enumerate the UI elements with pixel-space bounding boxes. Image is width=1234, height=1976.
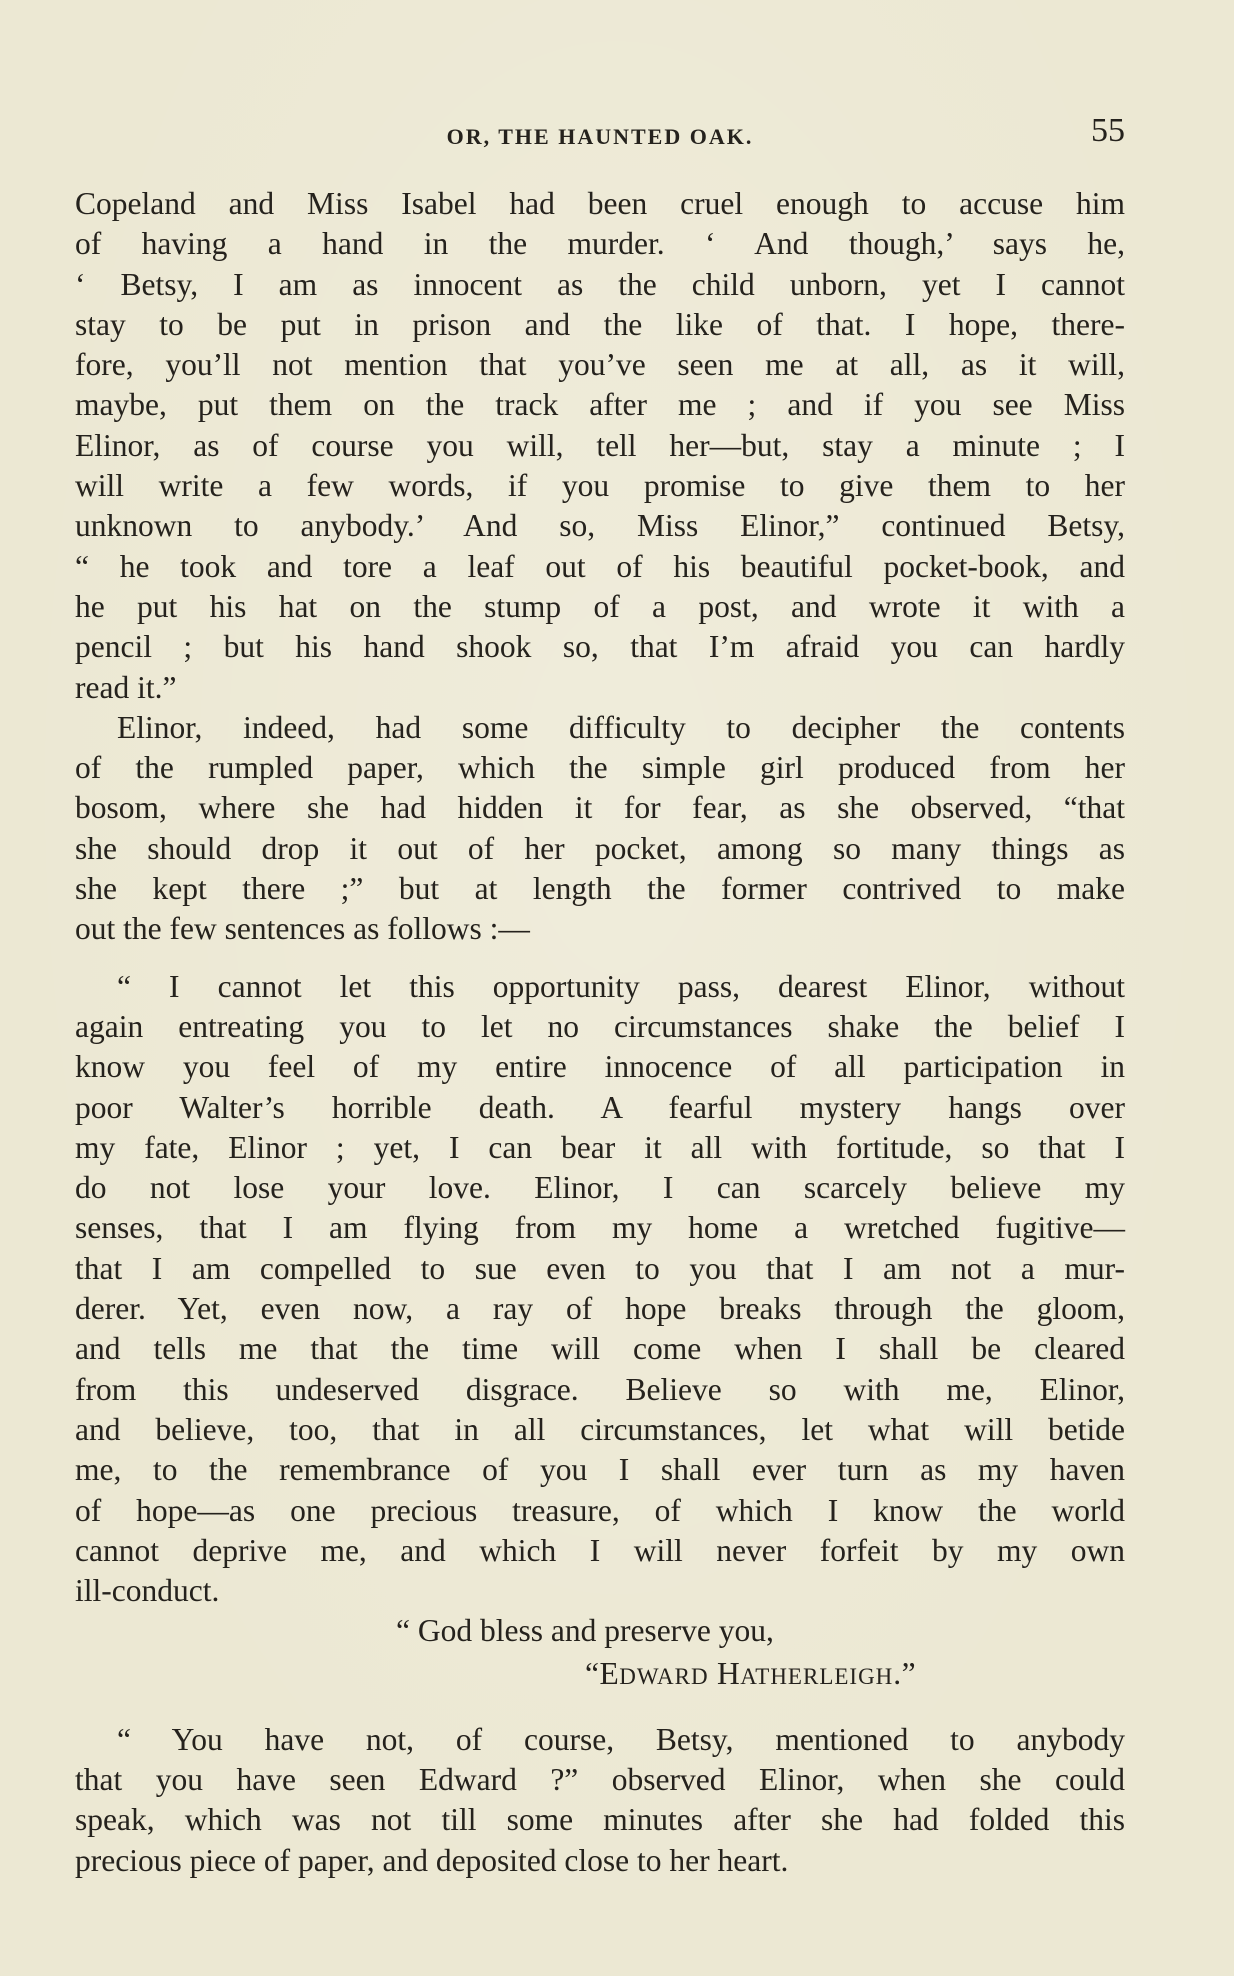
text-line: Copeland and Miss Isabel had been cruel enough to accuse him bbox=[75, 186, 1125, 221]
running-head: OR, THE HAUNTED OAK. bbox=[446, 124, 754, 149]
text-line: read it.” bbox=[75, 669, 177, 705]
text-line: fore, you’ll not mention that you’ve seen me at all, as it will, bbox=[75, 347, 1125, 383]
text-line: “ he took and tore a leaf out of his beautiful pocket-book, and bbox=[75, 548, 1125, 584]
text-line: ‘ Betsy, I am as innocent as the child unborn, yet I cannot bbox=[75, 266, 1125, 302]
letter-line: derer. Yet, even now, a ray of hope breaks through the gloom, bbox=[75, 1291, 1125, 1327]
page-number: 55 bbox=[1091, 112, 1125, 149]
text-line: speak, which was not till some minutes after she had folded this bbox=[75, 1802, 1125, 1838]
letter-line: “ I cannot let this opportunity pass, dearest Elinor, without bbox=[117, 968, 1125, 1004]
letter-line: that I am compelled to sue even to you that I am not a mur- bbox=[75, 1250, 1125, 1286]
text-line: Elinor, indeed, had some difficulty to decipher the contents bbox=[117, 709, 1125, 745]
text-line: of the rumpled paper, which the simple girl produced from her bbox=[75, 750, 1125, 786]
text-line: out the few sentences as follows :— bbox=[75, 911, 530, 947]
letter-line: poor Walter’s horrible death. A fearful mystery hangs over bbox=[75, 1089, 1125, 1125]
text-line: that you have seen Edward ?” observed Elinor, when she could bbox=[75, 1761, 1125, 1797]
letter-line: do not lose your love. Elinor, I can scarcely believe my bbox=[75, 1170, 1125, 1206]
letter-closing: “ God bless and preserve you, bbox=[396, 1613, 774, 1649]
text-line: bosom, where she had hidden it for fear, as she observed, “that bbox=[75, 790, 1125, 826]
text-line: Elinor, as of course you will, tell her—but, stay a minute ; I bbox=[75, 427, 1125, 463]
signature-first-rest: DWARD bbox=[619, 1663, 709, 1689]
text-line: stay to be put in prison and the like of that. I hope, there- bbox=[75, 306, 1125, 342]
letter-line: from this undeserved disgrace. Believe so with me, Elinor, bbox=[75, 1371, 1125, 1407]
text-line: he put his hat on the stump of a post, and wrote it with a bbox=[75, 588, 1125, 624]
letter-line: me, to the remembrance of you I shall ever turn as my haven bbox=[75, 1452, 1125, 1488]
text-line: pencil ; but his hand shook so, that I’m afraid you can hardly bbox=[75, 629, 1125, 665]
text-line: “ You have not, of course, Betsy, mentioned to anybody bbox=[117, 1721, 1125, 1757]
signature-quote: “ bbox=[585, 1655, 600, 1691]
letter-line: know you feel of my entire innocence of all participation in bbox=[75, 1049, 1125, 1085]
text-line: unknown to anybody.’ And so, Miss Elinor,” continued Betsy, bbox=[75, 508, 1125, 544]
letter-line: of hope—as one precious treasure, of which I know the world bbox=[75, 1492, 1125, 1528]
letter-line: ill-conduct. bbox=[75, 1573, 220, 1609]
signature-first-initial: E bbox=[599, 1655, 620, 1691]
signature-last-initial: H bbox=[716, 1655, 741, 1691]
letter-signature bbox=[75, 1652, 1125, 1696]
text-line: maybe, put them on the track after me ; and if you see Miss bbox=[75, 387, 1125, 423]
text-line: precious piece of paper, and deposited close to her heart. bbox=[75, 1842, 789, 1878]
body-text bbox=[75, 184, 1125, 1881]
text-line: she should drop it out of her pocket, among so many things as bbox=[75, 830, 1125, 866]
text-line: of having a hand in the murder. ‘ And though,’ says he, bbox=[75, 226, 1125, 262]
signature-end: .” bbox=[893, 1655, 917, 1691]
letter-line: again entreating you to let no circumstances shake the belief I bbox=[75, 1008, 1125, 1044]
letter-line: and tells me that the time will come when I shall be cleared bbox=[75, 1331, 1125, 1367]
signature-last-rest: ATHERLEIGH bbox=[740, 1663, 894, 1689]
letter-line: senses, that I am flying from my home a wretched fugitive— bbox=[75, 1210, 1125, 1246]
letter-line: and believe, too, that in all circumstances, let what will betide bbox=[75, 1411, 1125, 1447]
text-line: will write a few words, if you promise to give them to her bbox=[75, 468, 1125, 504]
letter-line: cannot deprive me, and which I will never forfeit by my own bbox=[75, 1532, 1125, 1568]
letter-line: my fate, Elinor ; yet, I can bear it all with fortitude, so that I bbox=[75, 1129, 1125, 1165]
page-header bbox=[75, 112, 1125, 158]
text-line: she kept there ;” but at length the former contrived to make bbox=[75, 871, 1125, 907]
